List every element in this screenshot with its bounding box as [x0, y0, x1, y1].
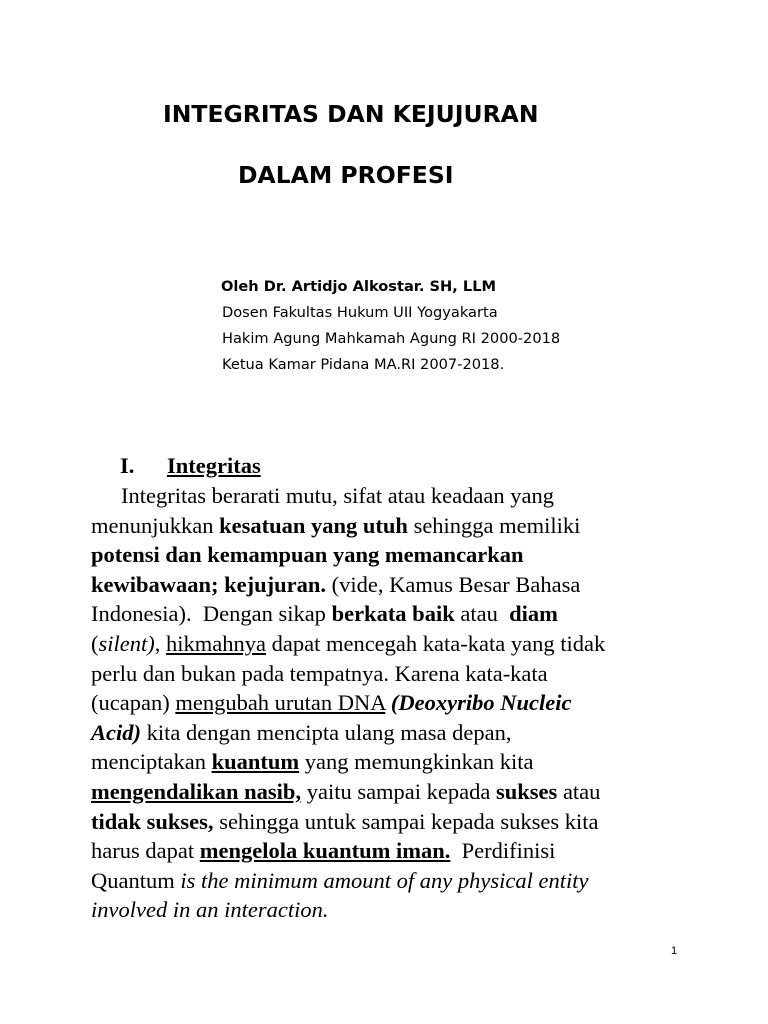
- text-run: berkata baik: [331, 601, 455, 627]
- paragraph-line: [91, 866, 691, 896]
- text-run: harus dapat: [91, 838, 200, 864]
- text-run: atau: [454, 601, 510, 627]
- text-run: sehingga memiliki: [407, 512, 581, 538]
- paragraph-line: [91, 777, 691, 807]
- text-run: Integritas berarati mutu, sifat atau keadaan yang: [121, 483, 554, 508]
- author-block: [221, 274, 560, 378]
- paragraph-line: [91, 688, 691, 718]
- text-run: mengendalikan nasib,: [91, 778, 302, 804]
- text-run: sehingga untuk sampai kepada sukses kita: [213, 808, 599, 834]
- paragraph-line: [91, 511, 691, 541]
- text-run: silent): [98, 630, 155, 656]
- text-run: ,: [154, 630, 166, 656]
- text-run: yaitu sampai kepada: [301, 778, 497, 804]
- text-run: (ucapan): [91, 690, 176, 716]
- text-run: (vide, Kamus Besar Bahasa: [326, 571, 581, 597]
- text-run: kewibawaan; kejujuran.: [91, 571, 327, 597]
- paragraph-line: [91, 659, 691, 689]
- paragraph-line: [91, 895, 691, 925]
- paragraph-line: [91, 540, 691, 570]
- author-affiliation: Dosen Fakultas Hukum UII Yogyakarta: [222, 304, 498, 321]
- section-number: I.: [120, 453, 135, 478]
- text-run: menciptakan: [91, 749, 212, 775]
- document-title-line-2: DALAM PROFESI: [238, 161, 454, 189]
- section-heading: [120, 451, 261, 481]
- paragraph-line: [91, 481, 691, 511]
- text-run: kuantum: [211, 749, 300, 775]
- text-run: mengelola kuantum iman.: [199, 838, 451, 864]
- text-run: tidak sukses,: [91, 808, 214, 834]
- text-run: kesatuan yang utuh: [219, 512, 408, 538]
- text-run: kita dengan mencipta ulang masa depan,: [141, 719, 512, 745]
- text-run: sukses: [496, 778, 558, 804]
- text-run: diam: [509, 601, 558, 627]
- text-run: Perdifinisi: [450, 838, 556, 864]
- text-run: perlu dan bukan pada tempatnya. Karena kata-kata: [91, 660, 548, 686]
- paragraph-line: [91, 570, 691, 600]
- text-run: dapat mencegah kata-kata yang tidak: [265, 630, 606, 656]
- paragraph-line: [91, 599, 691, 629]
- paragraph-line: [91, 718, 691, 748]
- paragraph-line: [91, 836, 691, 866]
- text-run: Quantum: [91, 867, 181, 893]
- section-body: [91, 481, 691, 925]
- text-run: (: [91, 630, 99, 656]
- text-run: mengubah urutan DNA: [175, 690, 386, 716]
- text-run: hikmahnya: [166, 630, 266, 656]
- text-run: (Deoxyribo Nucleic: [390, 690, 572, 716]
- author-name: Oleh Dr. Artidjo Alkostar. SH, LLM: [221, 278, 497, 295]
- text-run: atau: [557, 778, 601, 804]
- text-run: yang memungkinkan kita: [299, 749, 534, 775]
- document-title-line-1: INTEGRITAS DAN KEJUJURAN: [163, 100, 539, 128]
- paragraph-line: [91, 629, 691, 659]
- text-run: potensi dan kemampuan yang memancarkan: [91, 542, 524, 568]
- section-title: Integritas: [167, 453, 261, 478]
- page-number: 1: [671, 945, 678, 957]
- text-run: is the minimum amount of any physical entity: [180, 867, 589, 893]
- paragraph-line: [91, 807, 691, 837]
- author-affiliation: Ketua Kamar Pidana MA.RI 2007-2018.: [222, 356, 505, 373]
- text-run: Indonesia). Dengan sikap: [91, 601, 332, 627]
- text-run: menunjukkan: [91, 512, 220, 538]
- author-affiliation: Hakim Agung Mahkamah Agung RI 2000-2018: [222, 330, 561, 347]
- text-run: involved in an interaction.: [91, 897, 329, 923]
- paragraph-line: [91, 747, 691, 777]
- text-run: Acid): [91, 719, 141, 745]
